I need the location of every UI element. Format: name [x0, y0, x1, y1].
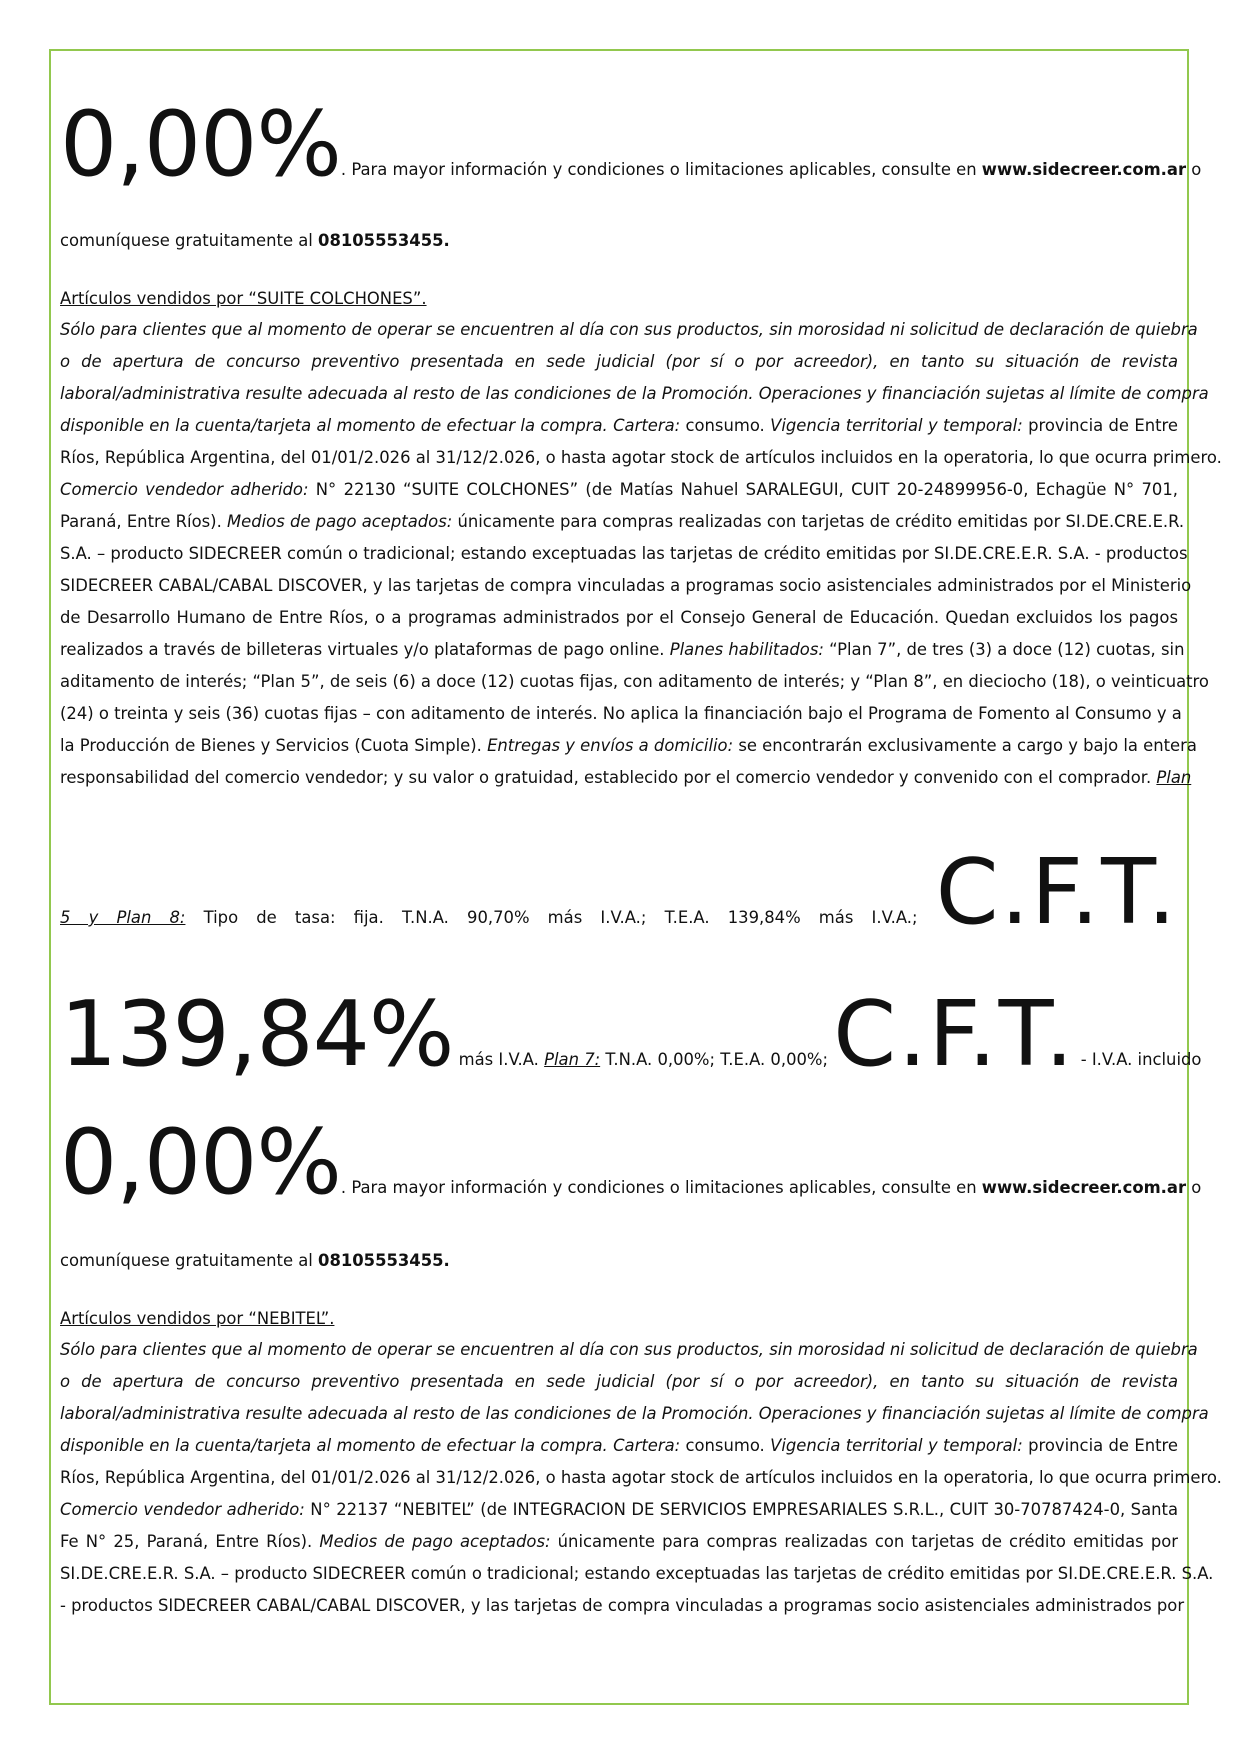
- text: Ríos, República Argentina, del 01/01/2.026 al 31/12/2.026, o hasta agotar stock de artículos incluidos en la operatoria, lo que ocurra primero.: [60, 448, 1222, 467]
- rate-text: - I.V.A. incluido: [1075, 1050, 1202, 1069]
- text-italic: disponible en la cuenta/tarjeta al momento de efectuar la compra. Cartera:: [60, 1436, 681, 1455]
- info-tail: o: [1186, 1178, 1202, 1197]
- rate-line: [60, 840, 1178, 945]
- text-italic: Entregas y envíos a domicilio:: [487, 736, 734, 755]
- text: la Producción de Bienes y Servicios (Cuota Simple).: [60, 736, 488, 755]
- text: Paraná, Entre Ríos).: [60, 512, 227, 531]
- text-italic: laboral/administrativa resulte adecuada al resto de las condiciones de la Promoción. Operaciones y financiación sujetas al límite de compra: [60, 384, 1209, 403]
- text: Ríos, República Argentina, del 01/01/2.026 al 31/12/2.026, o hasta agotar stock de artículos incluidos en la operatoria, lo que ocurra primero.: [60, 1468, 1222, 1487]
- rate-text: T.N.A. 0,00%; T.E.A. 0,00%;: [600, 1050, 834, 1069]
- cft-info-line: [60, 1110, 1202, 1215]
- plan-label: Plan: [1156, 768, 1192, 787]
- paragraph-line: [60, 672, 1209, 691]
- text: S.A. – producto SIDECREER común o tradicional; estando exceptuadas las tarjetas de crédito emitidas por SI.DE.CRE.E.R. S.A. - productos: [60, 544, 1188, 563]
- text-italic: Comercio vendedor adherido:: [60, 480, 309, 499]
- contact-line: [60, 1253, 1178, 1269]
- contact-line: [60, 233, 1178, 249]
- plan-label: 5 y Plan 8:: [60, 908, 186, 927]
- text-italic: laboral/administrativa resulte adecuada al resto de las condiciones de la Promoción. Operaciones y financiación sujetas al límite de compra: [60, 1404, 1209, 1423]
- cft-label-big: C.F.T.: [935, 840, 1178, 945]
- text: se encontrarán exclusivamente a cargo y bajo la entera: [733, 736, 1197, 755]
- text-italic: Planes habilitados:: [669, 640, 824, 659]
- text: únicamente para compras realizadas con tarjetas de crédito emitidas por: [550, 1532, 1178, 1551]
- website-link[interactable]: www.sidecreer.com.ar: [981, 160, 1187, 179]
- text: N° 22137 “NEBITEL” (de INTEGRACION DE SERVICIOS EMPRESARIALES S.R.L., CUIT 30-70787424-0, Santa: [304, 1500, 1178, 1519]
- text: “Plan 7”, de tres (3) a doce (12) cuotas, sin: [823, 640, 1185, 659]
- text: responsabilidad del comercio vendedor; y su valor o gratuidad, establecido por el comercio vendedor y convenido con el comprador.: [60, 768, 1157, 787]
- rate-text: Tipo de tasa: fija. T.N.A. 90,70% más I.V.A.; T.E.A. 139,84% más I.V.A.;: [185, 908, 936, 927]
- text: - productos SIDECREER CABAL/CABAL DISCOVER, y las tarjetas de compra vinculadas a programas socio asistenciales administrados por: [60, 1596, 1185, 1615]
- paragraph-line: [60, 768, 1192, 787]
- paragraph-line: [60, 448, 1222, 467]
- rate-text: más I.V.A.: [453, 1050, 545, 1069]
- cft-info-line: [60, 92, 1202, 197]
- text-italic: o de apertura de concurso preventivo presentada en sede judicial (por sí o por acreedor), en tanto su situación de revista: [60, 352, 1178, 371]
- paragraph-line: [60, 482, 1178, 498]
- text-italic: Vigencia territorial y temporal:: [770, 1436, 1023, 1455]
- phone-number: 08105553455.: [318, 231, 450, 250]
- cft-value-big: 139,84%: [60, 982, 454, 1087]
- text-italic: Sólo para clientes que al momento de operar se encuentren al día con sus productos, sin morosidad ni solicitud de declaración de quiebra: [60, 1340, 1198, 1359]
- info-text: . Para mayor información y condiciones o limitaciones aplicables, consulte en: [340, 1178, 982, 1197]
- text-italic: o de apertura de concurso preventivo presentada en sede judicial (por sí o por acreedor), en tanto su situación de revista: [60, 1372, 1178, 1391]
- text: provincia de Entre: [1022, 416, 1178, 435]
- cft-value-big: 0,00%: [60, 1110, 341, 1215]
- info-tail: o: [1186, 160, 1202, 179]
- paragraph-line: [60, 1502, 1178, 1518]
- text: (24) o treinta y seis (36) cuotas fijas – con aditamento de interés. No aplica la financiación bajo el Programa de Fomento al Consumo y a: [60, 704, 1182, 723]
- section-heading-nebitel: Artículos vendidos por “NEBITEL”.: [60, 1309, 335, 1328]
- text-italic: disponible en la cuenta/tarjeta al momento de efectuar la compra. Cartera:: [60, 416, 681, 435]
- paragraph-line: [60, 1340, 1198, 1359]
- paragraph-line: [60, 640, 1185, 659]
- website-link[interactable]: www.sidecreer.com.ar: [981, 1178, 1187, 1197]
- info-text: . Para mayor información y condiciones o limitaciones aplicables, consulte en: [340, 160, 982, 179]
- cft-label-big: C.F.T.: [833, 982, 1076, 1087]
- text: SIDECREER CABAL/CABAL DISCOVER, y las tarjetas de compra vinculadas a programas socio asistenciales administrados por el Ministerio: [60, 576, 1192, 595]
- text-italic: Medios de pago aceptados:: [227, 512, 453, 531]
- contact-prefix: comuníquese gratuitamente al: [60, 231, 319, 250]
- text: consumo.: [680, 416, 771, 435]
- paragraph-line: [60, 610, 1178, 626]
- text-italic: Medios de pago aceptados:: [319, 1532, 551, 1551]
- cft-value-big: 0,00%: [60, 92, 341, 197]
- phone-number: 08105553455.: [318, 1251, 450, 1270]
- paragraph-line: [60, 320, 1198, 339]
- rate-line: [60, 982, 1202, 1087]
- text: de Desarrollo Humano de Entre Ríos, o a programas administrados por el Consejo General de Educación. Quedan excluidos los pagos: [60, 608, 1178, 627]
- paragraph-line: [60, 512, 1185, 531]
- paragraph-line: [60, 704, 1182, 723]
- paragraph-line: [60, 576, 1192, 595]
- plan-label: Plan 7:: [544, 1050, 601, 1069]
- text: consumo.: [680, 1436, 771, 1455]
- paragraph-line: [60, 418, 1178, 434]
- section-heading-suite: Artículos vendidos por “SUITE COLCHONES”.: [60, 289, 427, 308]
- text: N° 22130 “SUITE COLCHONES” (de Matías Nahuel SARALEGUI, CUIT 20-24899956-0, Echagüe N° 701,: [308, 480, 1178, 499]
- paragraph-line: [60, 1374, 1178, 1390]
- text-italic: Sólo para clientes que al momento de operar se encuentren al día con sus productos, sin morosidad ni solicitud de declaración de quiebra: [60, 320, 1198, 339]
- paragraph-line: [60, 1534, 1178, 1550]
- paragraph-line: [60, 1564, 1214, 1583]
- text: realizados a través de billeteras virtuales y/o plataformas de pago online.: [60, 640, 670, 659]
- paragraph-line: [60, 1468, 1222, 1487]
- paragraph-line: [60, 544, 1188, 563]
- contact-prefix: comuníquese gratuitamente al: [60, 1251, 319, 1270]
- paragraph-line: [60, 354, 1178, 370]
- text: aditamento de interés; “Plan 5”, de seis (6) a doce (12) cuotas fijas, con aditamento de interés; y “Plan 8”, en dieciocho (18), o veinticuatro: [60, 672, 1209, 691]
- paragraph-line: [60, 1404, 1209, 1423]
- paragraph-line: [60, 1596, 1185, 1615]
- text: provincia de Entre: [1022, 1436, 1178, 1455]
- text-italic: Comercio vendedor adherido:: [60, 1500, 305, 1519]
- text: únicamente para compras realizadas con tarjetas de crédito emitidas por SI.DE.CRE.E.R.: [452, 512, 1185, 531]
- paragraph-line: [60, 1438, 1178, 1454]
- text: SI.DE.CRE.E.R. S.A. – producto SIDECREER común o tradicional; estando exceptuadas las tarjetas de crédito emitidas por SI.DE.CRE.E.R. S.A.: [60, 1564, 1214, 1583]
- text-italic: Vigencia territorial y temporal:: [770, 416, 1023, 435]
- paragraph-line: [60, 384, 1209, 403]
- paragraph-line: [60, 736, 1197, 755]
- text: Fe N° 25, Paraná, Entre Ríos).: [60, 1532, 320, 1551]
